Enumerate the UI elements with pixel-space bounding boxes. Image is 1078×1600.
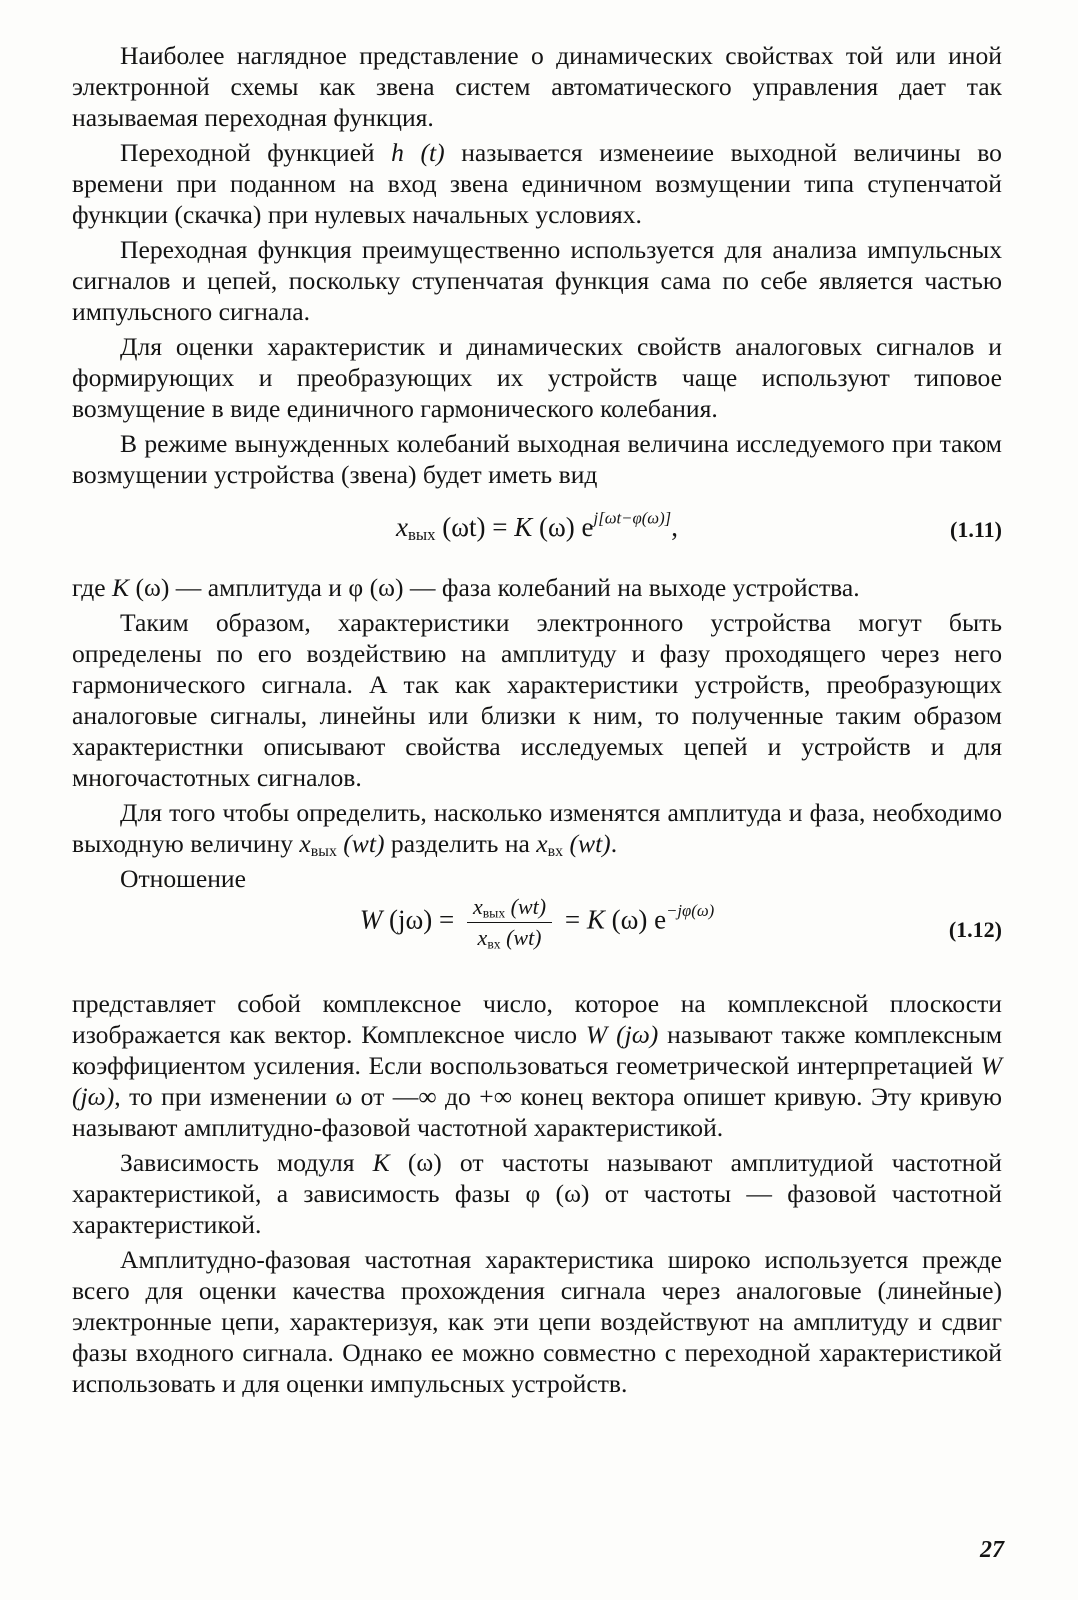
paragraph-2: Переходной функцией h (t) называется изменеиие выходной величины во времени при поданном на вход звена единичном возмущении типа ступенчатой функции (скачка) при нулевых начальных условиях. <box>72 138 1002 229</box>
equation-number: (1.11) <box>950 517 1002 542</box>
equation-1-12 <box>72 894 1002 966</box>
paragraph-5: В режиме вынужденных колебаний выходная величина исследуемого при таком возмущении устройства (звена) будет иметь вид <box>72 429 1002 489</box>
transfer-function-symbol: h (t) <box>391 138 445 167</box>
equation-1-11 <box>72 504 1002 554</box>
equation-number: (1.12) <box>948 917 1002 942</box>
paragraph-6: где K (ω) — амплитуда и φ (ω) — фаза колебаний на выходе устройства. <box>72 573 860 602</box>
equation-1-11-body: $x_{вых}$ (ωt) = K (ω) $e^{j[\omega t-\varphi(\omega)]}$, <box>396 508 678 545</box>
page-body <box>72 40 1002 1403</box>
fraction <box>467 894 552 951</box>
paragraph-8: Для того чтобы определить, насколько изменятся амплитуда и фаза, необходимо выходную величину $x_{вых}$ (wt) разделить на $x_{вх}$ (wt). <box>72 798 1002 860</box>
paragraph-7: Таким образом, характеристики электронного устройства могут быть определены по его воздействию на амплитуду и фазу проходящего через него гармонического сигнала. А так как характеристики устройств, преобразующих аналоговые сигналы, линейны или близки к ним, то полученные таким образом характеристнки описывают свойства исследуемых цепей и устройств и для многочастотных сигналов. <box>72 608 1002 792</box>
paragraph-11: Зависимость модуля K (ω) от частоты называют амплитудиой частотной характеристикой, а зависимость фазы φ (ω) от частоты — фазовой частотной характеристикой. <box>72 1148 1002 1239</box>
paragraph-12: Амплитудно-фазовая частотная характеристика широко используется прежде всего для оценки качества прохождения сигнала через аналоговые (линейные) электронные цепи, характеризуя, как эти цепи воздействуют на амплитуду и сдвиг фазы входного сигнала. Однако ее можно совместно с переходной характеристикой использовать и для оценки импульсных устройств. <box>72 1245 1002 1398</box>
paragraph-10: представляет собой комплексное число, которое на комплексной плоскости изображается как вектор. Комплексное число W (jω) называют также комплексным коэффициентом усиления. Если воспользоваться геометрической интерпретацией W (jω), то при изменении ω от —∞ до +∞ конец вектора опишет кривую. Эту кривую называют амплитудно-фазовой частотной характеристикой. <box>72 989 1003 1142</box>
page-number: 27 <box>980 1537 1004 1563</box>
fraction-denominator: $x_{вх}$ (wt) <box>477 925 542 952</box>
paragraph-4: Для оценки характеристик и динамических свойств аналоговых сигналов и формирующих и преобразующих их устройств чаще используют типовое возмущение в виде единичного гармонического колебания. <box>72 332 1002 423</box>
equation-1-12-body: W (jω) = $\frac{x_{вых} (wt)}{x_{вх} (wt)}$ = K (ω) $e^{-j\varphi(\omega)}$ <box>359 894 715 952</box>
fraction-numerator: $x_{вых}$ (wt) <box>467 894 552 923</box>
paragraph-9: Отношение <box>120 864 246 893</box>
paragraph-3: Переходная функция преимущественно используется для анализа импульсных сигналов и цепей, поскольку ступенчатая функция сама по себе является частью импульсного сигнала. <box>72 235 1002 326</box>
paragraph-1: Наиболее наглядное представление о динамических свойствах той или иной электронной схемы как звена систем автоматического управления дает так называемая переходная функция. <box>72 41 1002 132</box>
